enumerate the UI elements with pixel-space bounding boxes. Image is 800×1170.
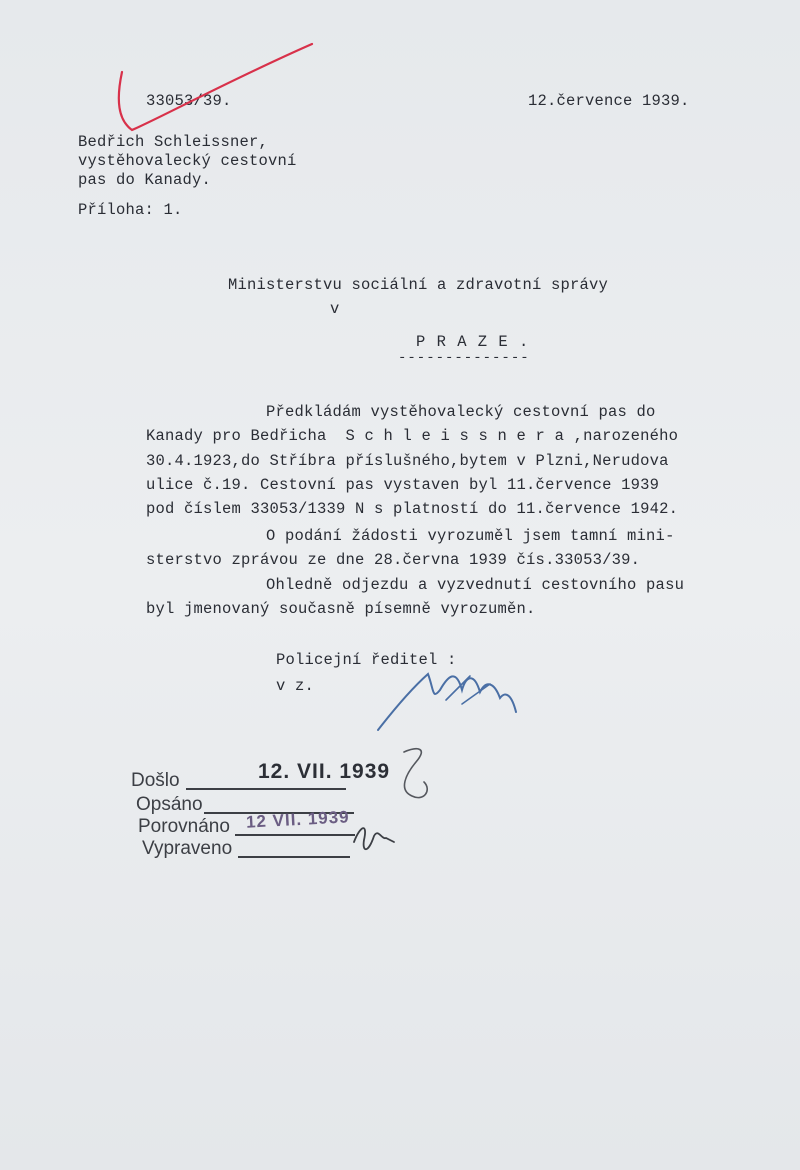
addressee-city: P R A Z E .	[416, 333, 530, 351]
subject-line-3: pas do Kanady.	[78, 171, 212, 189]
document-date: 12.července 1939.	[528, 92, 690, 110]
body-line-7: sterstvo zprávou ze dne 28.června 1939 čís.33053/39.	[146, 551, 641, 569]
signature-title: Policejní ředitel :	[276, 651, 457, 669]
red-check-mark-icon	[119, 44, 312, 130]
blue-signature-icon	[378, 674, 516, 730]
addressee-line: Ministerstvu sociální a zdravotní správy	[228, 276, 609, 294]
body-line-5: pod číslem 33053/1339 N s platností do 11.července 1942.	[146, 500, 679, 518]
pencil-initials-icon	[404, 749, 427, 798]
received-date-stamp: 12. VII. 1939	[258, 760, 391, 783]
body-line-4: ulice č.19. Cestovní pas vystaven byl 11.července 1939	[146, 476, 660, 494]
subject-line-2: vystěhovalecký cestovní	[78, 152, 297, 170]
stamp-label-copied: Opsáno	[136, 794, 203, 815]
stamp-label-received: Došlo	[131, 770, 180, 791]
city-underline: --------------	[398, 350, 530, 366]
dispatch-initials-icon	[354, 828, 394, 849]
body-line-9: byl jmenovaný současně písemně vyrozuměn.	[146, 600, 536, 618]
stamp-label-compared: Porovnáno	[138, 816, 230, 837]
body-line-2: Kanady pro Bedřicha S c h l e i s s n e r a ,narozeného	[146, 427, 679, 445]
body-line-6: O podání žádosti vyrozuměl jsem tamní mini-	[266, 527, 675, 545]
body-line-3: 30.4.1923,do Stříbra příslušného,bytem v Plzni,Nerudova	[146, 452, 669, 470]
body-line-1: Předkládám vystěhovalecký cestovní pas do	[266, 403, 656, 421]
subject-line-1: Bedřich Schleissner,	[78, 133, 269, 151]
stamp-label-sent: Vypraveno	[142, 838, 233, 859]
reference-number: 33053/39.	[146, 92, 232, 110]
addressee-preposition: v	[330, 300, 340, 318]
body-line-8: Ohledně odjezdu a vyzvednutí cestovního pasu	[266, 576, 685, 594]
attachment-note: Příloha: 1.	[78, 201, 183, 219]
sent-date-stamp: 12 VII. 1939	[245, 807, 351, 832]
signature-vz: v z.	[276, 677, 315, 695]
